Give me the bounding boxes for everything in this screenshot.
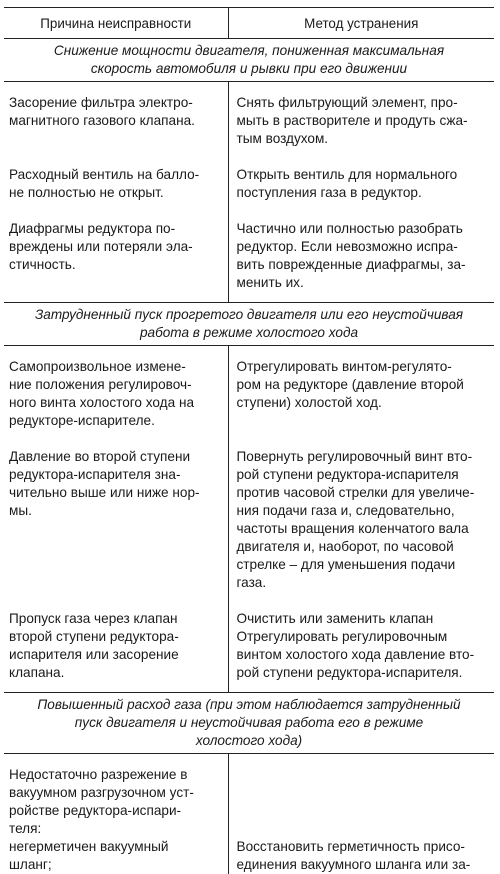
fix-cell: Очистить или заменить клапан Отрегулировать регулировочным винтом холостого хода давление вто- рой ступени редуктора-испарителя. <box>228 610 494 693</box>
table-row <box>4 754 494 874</box>
table-row <box>4 82 494 167</box>
section-heading: Затрудненный пуск прогретого двигателя или его неустойчивая работа в режиме холостого хода <box>4 303 494 346</box>
section-heading: Снижение мощности двигателя, пониженная максимальная скорость автомобиля и рывки при его движении <box>4 39 494 82</box>
fix-cell: Частично или полностью разобрать редуктор. Если невозможно испра- вить поврежденные диафрагмы, за- менить их. <box>228 220 494 303</box>
troubleshooting-table <box>4 7 494 874</box>
cause-cell: Самопроизвольное измене- ние положения регулировоч- ного винта холостого хода на редукторе-испарителе. <box>4 346 228 449</box>
table-header-row <box>4 8 494 39</box>
table-row <box>4 346 494 449</box>
fix-cell: Отрегулировать винтом-регулято- ром на редукторе (давление второй ступени) холостой ход. <box>228 346 494 449</box>
header-fix: Метод устранения <box>228 8 494 39</box>
cause-cell: Расходный вентиль на балло- не полностью не открыт. <box>4 166 228 220</box>
table-row <box>4 610 494 693</box>
table-row <box>4 166 494 220</box>
section-heading: Повышенный расход газа (при этом наблюдается затрудненный пуск двигателя и неустойчивая работа его в режиме холостого хода) <box>4 693 494 754</box>
fix-cell: Повернуть регулировочный винт вто- рой ступени редуктора-испарителя против часовой стрелки для увеличе- ния подачи газа и, следовательно, частоты вращения коленчатого вала двигателя и, наоборот, по часовой стрелке – для уменьшения подачи газа. <box>228 448 494 610</box>
section-heading-row <box>4 303 494 346</box>
section-heading-row <box>4 693 494 754</box>
cause-cell: Диафрагмы редуктора по- вреждены или потеряли эла- стичность. <box>4 220 228 303</box>
table-row <box>4 448 494 610</box>
section-heading-row <box>4 39 494 82</box>
fix-cell: Восстановить герметичность присо- единения вакуумного шланга или за- <box>228 754 494 874</box>
fix-cell: Открыть вентиль для нормального поступления газа в редуктор. <box>228 166 494 220</box>
fix-cell: Снять фильтрующий элемент, про- мыть в растворителе и продуть сжа- тым воздухом. <box>228 82 494 167</box>
table-row <box>4 220 494 303</box>
cause-cell: Пропуск газа через клапан второй ступени редуктора- испарителя или засорение клапана. <box>4 610 228 693</box>
cause-cell: Недостаточно разрежение в вакуумном разгрузочном уст- ройстве редуктора-испари- теля: негерметичен вакуумный шланг; <box>4 754 228 874</box>
cause-cell: Давление во второй ступени редуктора-испарителя зна- чительно выше или ниже нор- мы. <box>4 448 228 610</box>
cause-cell: Засорение фильтра электро- магнитного газового клапана. <box>4 82 228 167</box>
header-cause: Причина неисправности <box>4 8 228 39</box>
